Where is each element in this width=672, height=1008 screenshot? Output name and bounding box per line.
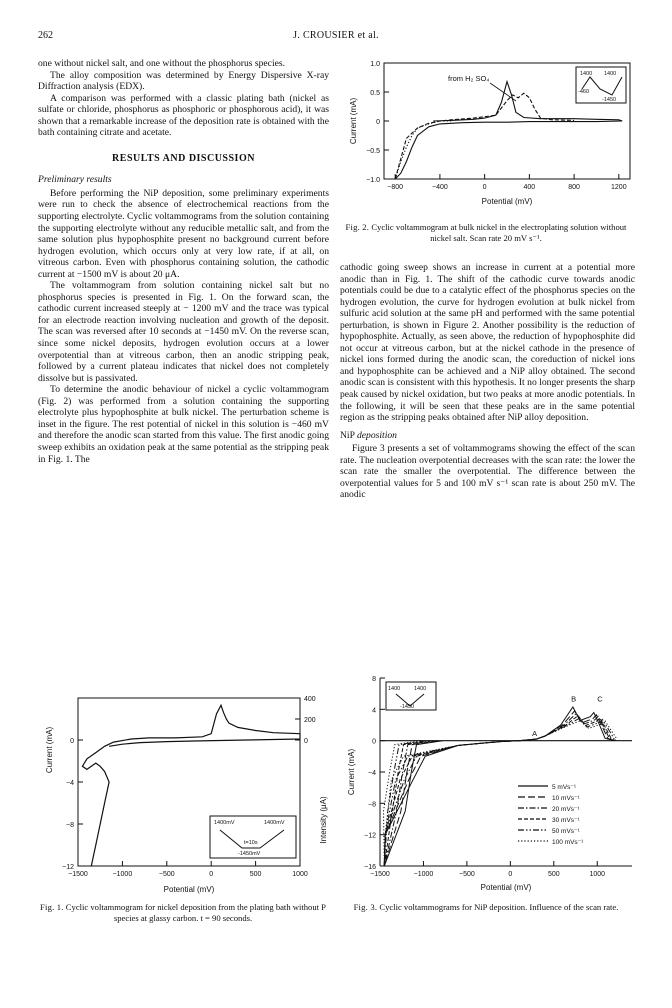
fig3-inset-bottom-label: -1450 [400, 704, 415, 710]
fig3-xtick-label: −1000 [413, 871, 434, 878]
fig2-inset-right-label: 1400 [604, 71, 617, 77]
fig2-ytick-label: −1.0 [366, 177, 380, 184]
subheading-preliminary: Preliminary results [38, 174, 112, 186]
fig1-y2tick-label: 0 [304, 738, 308, 745]
right-paragraph-2: Figure 3 presents a set of voltammograms showing the effect of the scan rate. The nucleation overpotential decreases with the scan rate: the lower the scan rate the smaller the overpotential. The difference between the overpotential values for 5 and 100 mV s⁻¹ scan rate is about 250 mV. The anodic [340, 443, 635, 501]
fig2-series-line [395, 93, 574, 179]
fig2-xtick-label: −400 [432, 184, 448, 191]
fig1-ylabel-left: Current (mA) [45, 726, 54, 774]
fig3-peak-label-a: A [532, 728, 538, 738]
figure-2-caption-text: Cyclic voltammogram at bulk nickel in the electroplating solution without nickel salt. Scan rate 20 mV s⁻¹. [371, 222, 627, 243]
fig1-ytick-label: −12 [62, 864, 74, 871]
subheading-italic: deposition [356, 429, 397, 441]
results-paragraph-3: To determine the anodic behaviour of nickel a cyclic voltammogram (Fig. 2) was performed from a solution containing the supporting electrolyte plus hypophosphite at bulk nickel. The perturbation scheme is inset in the figure. The rest potential of nickel in this solution is −460 mV and therefore the anodic scan started from this value. The first anodic going sweep exhibits an oxidation peak at the same potential as the stripping peak in Fig. 1. The [38, 384, 329, 465]
fig2-ylabel: Current (mA) [349, 97, 358, 145]
section-heading: RESULTS AND DISCUSSION [112, 152, 255, 164]
running-title: J. CROUSIER et al. [293, 30, 379, 41]
figure-2 [340, 55, 640, 215]
figure-1-caption-text: Cyclic voltammogram for nickel deposition from the plating bath without P species at glassy carbon. t = 90 seconds. [65, 902, 326, 923]
fig2-ytick-label: 0.5 [370, 90, 380, 97]
fig3-legend-label: 20 mVs⁻¹ [552, 806, 580, 813]
figure-2-caption [340, 222, 632, 243]
fig3-ytick-label: −8 [368, 801, 376, 809]
intro-paragraph-2: The alloy composition was determined by Energy Dispersive X-ray Diffraction analysis (EDX). [38, 69, 329, 93]
fig1-xtick-label: 500 [249, 871, 262, 878]
fig1-ylabel-right: Intensity (μA) [319, 796, 328, 844]
right-column [340, 262, 635, 501]
results-paragraph-1: Before performing the NiP deposition, some preliminary experiments were run to check the absence of electrochemical reactions from the supporting electrolyte. Cyclic voltammograms from the solution containing the supporting electrolyte without any reducible metallic salt, and from the same solution plus hypophosphite present no background current before hydrogen evolution, which occurs only at very low rate, if at all, on vitreous carbon. Even with phosphorus containing solution, the cathodic current at −1500 mV is about 20 μA. [38, 187, 329, 280]
fig2-ytick-label: 0 [376, 119, 380, 126]
fig1-xtick-label: −500 [158, 871, 175, 878]
fig3-xtick-label: −500 [459, 871, 475, 878]
fig3-legend [518, 784, 584, 846]
fig1-inset-left-label: 1400mV [214, 820, 235, 826]
fig3-legend-label: 5 mVs⁻¹ [552, 784, 577, 791]
page-number: 262 [38, 30, 53, 41]
fig3-ytick-label: 4 [372, 707, 376, 715]
fig3-legend-label: 30 mVs⁻¹ [552, 817, 580, 824]
figure-1-plot [38, 690, 338, 894]
fig3-xtick-label: 1000 [589, 871, 606, 878]
figure-3 [340, 670, 640, 892]
fig1-xtick-label: −1000 [112, 871, 133, 878]
fig2-xtick-label: 800 [568, 184, 580, 191]
fig1-inset-right-label: 1400mV [264, 820, 285, 826]
fig3-peak-label-c: C [597, 694, 603, 704]
fig3-legend-label: 100 mVs⁻¹ [552, 839, 584, 846]
fig2-xtick-label: −800 [387, 184, 404, 191]
left-column [38, 58, 329, 465]
fig3-ytick-label: −12 [364, 832, 376, 840]
fig3-ytick-label: −16 [364, 864, 376, 871]
fig1-y2tick-label: 400 [304, 696, 316, 703]
figure-1-caption [38, 902, 328, 923]
fig1-y2tick-label: 200 [304, 717, 316, 724]
fig3-legend-label: 10 mVs⁻¹ [552, 795, 580, 802]
fig3-ytick-label: −4 [368, 770, 376, 777]
intro-paragraph-3: A comparison was performed with a classic plating bath (nickel as sulfate or chloride, phosphorus as phosphoric or phosphorous acid), it was shown that a remarkable increase of the deposition rate is obtained with the bath containing citrate and acetate. [38, 92, 329, 139]
figure-1-caption-label: Fig. 1. [40, 902, 64, 912]
fig1-xtick-label: −1500 [68, 871, 88, 878]
fig2-xtick-label: 0 [482, 184, 487, 191]
fig3-legend-label: 50 mVs⁻¹ [552, 828, 580, 835]
fig3-peak-label-b: B [571, 694, 577, 704]
intro-paragraph-1: one without nickel salt, and one without the phosphorus species. [38, 58, 285, 69]
figure-3-caption [340, 902, 632, 913]
fig3-xtick-label: 0 [508, 871, 513, 878]
fig3-xtick-label: −1500 [370, 871, 390, 878]
fig2-annotation: from H₂ SO₄ [448, 74, 490, 83]
fig2-inset [576, 67, 626, 103]
fig3-ytick-label: 0 [372, 738, 376, 746]
fig3-xlabel: Potential (mV) [480, 883, 532, 892]
figure-3-plot [340, 670, 640, 892]
fig3-inset-right-label: 1400 [414, 686, 427, 692]
fig2-inset-left-label: 1400 [580, 71, 593, 77]
right-paragraph-1: cathodic going sweep shows an increase in current at a potential more anodic than in Fig. 1. The shift of the cathodic curve towards anodic potentials could be due to a catalytic effect of the phosphorus species on the hydrogen evolution, the curve for hydrogen evolution at bulk nickel from sulfuric acid solution at the same pH and performed with the same potential perturbation, is shown in Figure 2. Another possibility is the reduction of hypophosphite. Actually, as seen above, the reduction of hypophosphite did not occur at vitreous carbon, but at the nickel cathode in the presence of nickel ions formed during the anodic scan, the coreduction of nickel ions and hypophosphite can be achieved and a NiP alloy obtained. The second anodic scan is consistent with this hypothesis. It no longer presents the sharp peak caused by nickel oxidation, but two peaks at more anodic potentials. In the following, it will be seen that these peaks are in the same potential region as the stripping peaks obtained after NiP alloy deposition. [340, 262, 635, 424]
fig2-xlabel: Potential (mV) [481, 197, 533, 206]
subheading-prefix: NiP [340, 429, 357, 441]
fig2-ytick-label: −0.5 [366, 148, 380, 155]
fig1-ytick-label: −8 [66, 822, 74, 829]
fig1-inset [210, 816, 296, 858]
fig2-inset-br-label: -1450 [602, 97, 617, 103]
figure-2-plot [340, 55, 640, 215]
fig2-inset-bl-label: -460 [578, 89, 590, 95]
figure-1 [38, 690, 338, 894]
fig3-xtick-label: 500 [547, 871, 560, 878]
fig2-xtick-label: 1200 [611, 184, 627, 191]
fig3-inset [386, 682, 436, 710]
fig1-xtick-label: 1000 [292, 871, 308, 878]
fig1-ytick-label: −4 [66, 780, 74, 787]
fig1-ytick-label: 0 [70, 738, 74, 745]
fig1-inset-mid-label: t=10s [244, 840, 258, 846]
figure-3-caption-label: Fig. 3. [353, 902, 378, 912]
subheading-nip-deposition [340, 430, 635, 442]
fig3-inset-left-label: 1400 [388, 686, 401, 692]
fig1-inset-bottom-label: -1450mV [238, 851, 261, 857]
results-paragraph-2: The voltammogram from solution containing nickel salt but no phosphorus species is presented in Fig. 1. On the forward scan, the cathodic current increased steeply at − 1200 mV and the trace was typical for an electrode reaction involving nucleation and growth of the deposit. The scan was reversed after 10 seconds at −1450 mV. On the reverse scan, since some nickel deposits, hydrogen evolution occurs at a lower overpotential than at vitreous carbon, then an anodic stripping peak, followed by a current plateau indicates that nickel does not completely dissolve but is passivated. [38, 280, 329, 384]
fig2-ytick-label: 1.0 [370, 61, 380, 68]
fig1-xlabel: Potential (mV) [163, 885, 215, 894]
figure-2-caption-label: Fig. 2. [345, 222, 370, 232]
fig3-ylabel: Current (mA) [347, 748, 356, 796]
fig2-xtick-label: 400 [523, 184, 536, 191]
figure-3-caption-text: Cyclic voltammograms for NiP deposition. Influence of the scan rate. [379, 902, 619, 912]
fig3-ytick-label: 8 [372, 676, 376, 683]
fig1-xtick-label: 0 [209, 871, 214, 878]
